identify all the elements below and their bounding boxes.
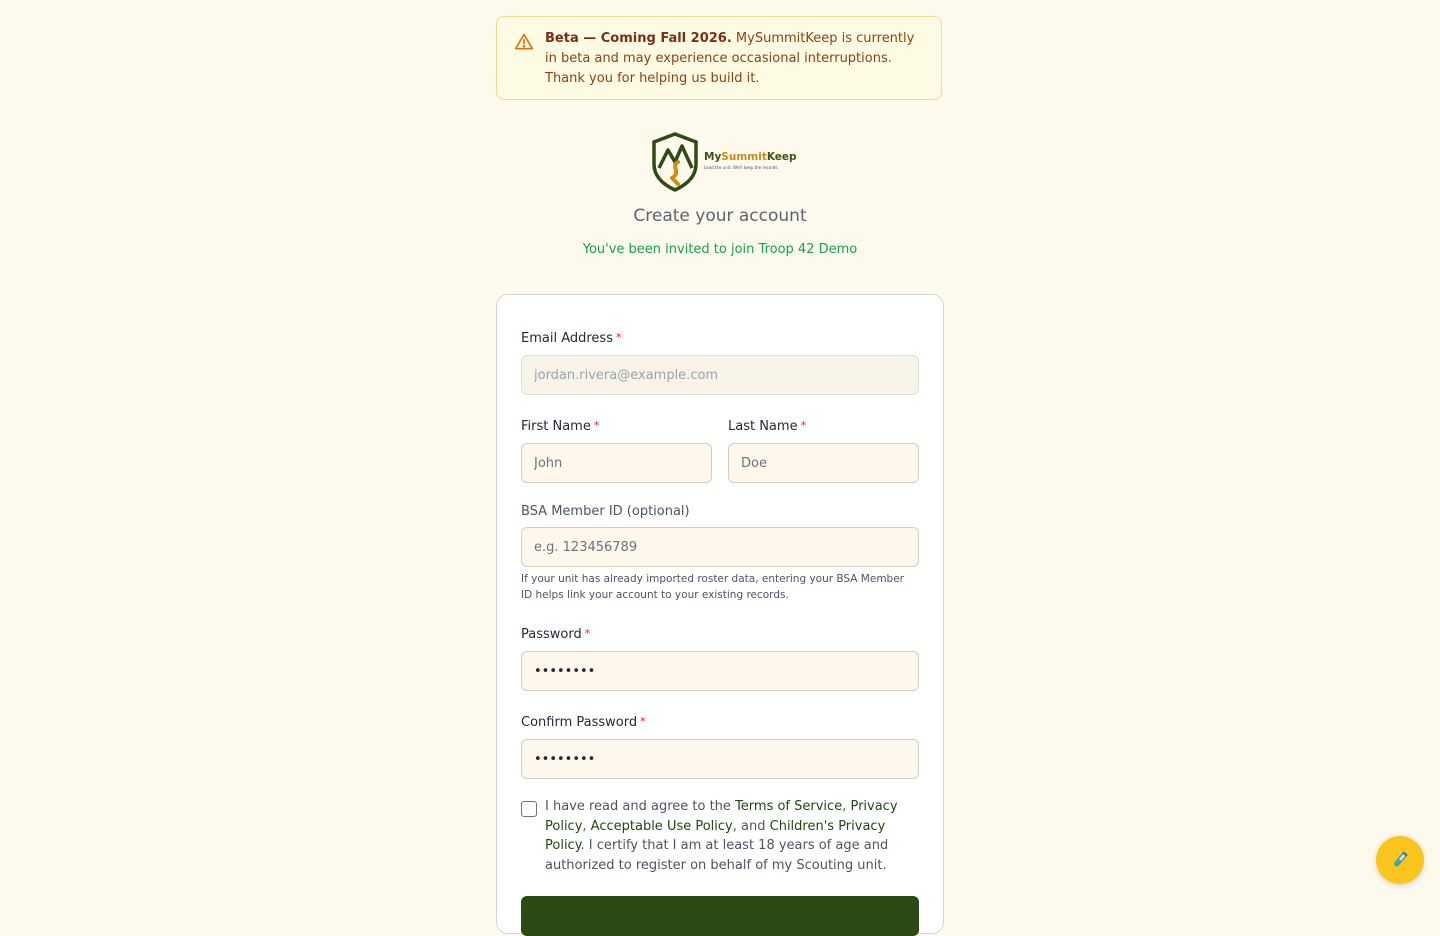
terms-separator: ,	[842, 799, 851, 814]
invite-message: You've been invited to join Troop 42 Demo	[582, 242, 858, 257]
bsa-id-help: If your unit has already imported roster data, entering your BSA Member ID helps link your account to your existing records.	[521, 573, 904, 601]
first-name-field[interactable]	[521, 443, 712, 483]
terms-prefix: I have read and agree to the	[545, 799, 736, 814]
logo-word-suffix: Keep	[766, 151, 797, 163]
terms-agreement-text	[545, 797, 921, 875]
acceptable-use-policy-link[interactable]: Acceptable Use Policy	[590, 818, 733, 834]
required-marker: *	[640, 715, 646, 728]
email-label	[521, 331, 621, 346]
required-marker: *	[800, 419, 807, 432]
signup-form-card	[496, 294, 944, 934]
beta-banner-message: MySummitKeep is currently in beta and may experience occasional interruptions. Thank you for helping us build it.	[545, 31, 915, 86]
privacy-policy-link[interactable]: Privacy Policy	[545, 799, 898, 834]
beta-banner-text	[545, 29, 915, 89]
logo-wordmark	[704, 151, 797, 163]
terms-separator: , and	[732, 818, 770, 834]
bsa-id-label: BSA Member ID (optional)	[521, 504, 690, 519]
terms-separator: ,	[582, 818, 591, 834]
first-name-label	[521, 419, 599, 434]
email-field	[521, 355, 919, 395]
confirm-password-label-text: Confirm Password	[521, 715, 638, 730]
logo-tagline: Lead the unit. We'll keep the records.	[704, 165, 779, 170]
logo-word-highlight: Summit	[721, 151, 767, 163]
childrens-privacy-policy-link[interactable]: Children's Privacy Policy	[545, 818, 886, 853]
terms-suffix: . I certify that I am at least 18 years of age and authorized to register on behalf of my Scouting unit.	[545, 838, 889, 873]
terms-of-service-link[interactable]: Terms of Service	[735, 799, 843, 814]
logo-word-prefix: My	[704, 151, 722, 163]
logo	[650, 132, 797, 192]
password-label-text: Password	[521, 627, 582, 642]
last-name-label-text: Last Name	[728, 419, 798, 434]
confirm-password-label	[521, 715, 646, 730]
email-label-text: Email Address	[521, 331, 613, 346]
confirm-password-field[interactable]	[521, 739, 919, 779]
password-field[interactable]	[521, 651, 919, 691]
test-tube-icon	[1390, 850, 1410, 870]
shield-mountain-logo-mark	[650, 132, 700, 192]
create-account-button[interactable]	[521, 896, 919, 936]
last-name-field[interactable]	[728, 443, 919, 483]
required-marker: *	[593, 419, 600, 432]
page-title: Create your account	[633, 206, 807, 226]
first-name-label-text: First Name	[521, 419, 591, 434]
warning-triangle-icon	[514, 32, 534, 52]
last-name-label	[728, 419, 806, 434]
dev-tools-fab[interactable]	[1376, 836, 1424, 884]
required-marker: *	[615, 331, 622, 344]
required-marker: *	[584, 627, 591, 640]
bsa-id-field[interactable]	[521, 527, 919, 567]
beta-banner	[496, 16, 942, 100]
terms-checkbox[interactable]	[521, 801, 537, 817]
password-label	[521, 627, 590, 642]
beta-banner-title: Beta — Coming Fall 2026.	[545, 31, 732, 46]
